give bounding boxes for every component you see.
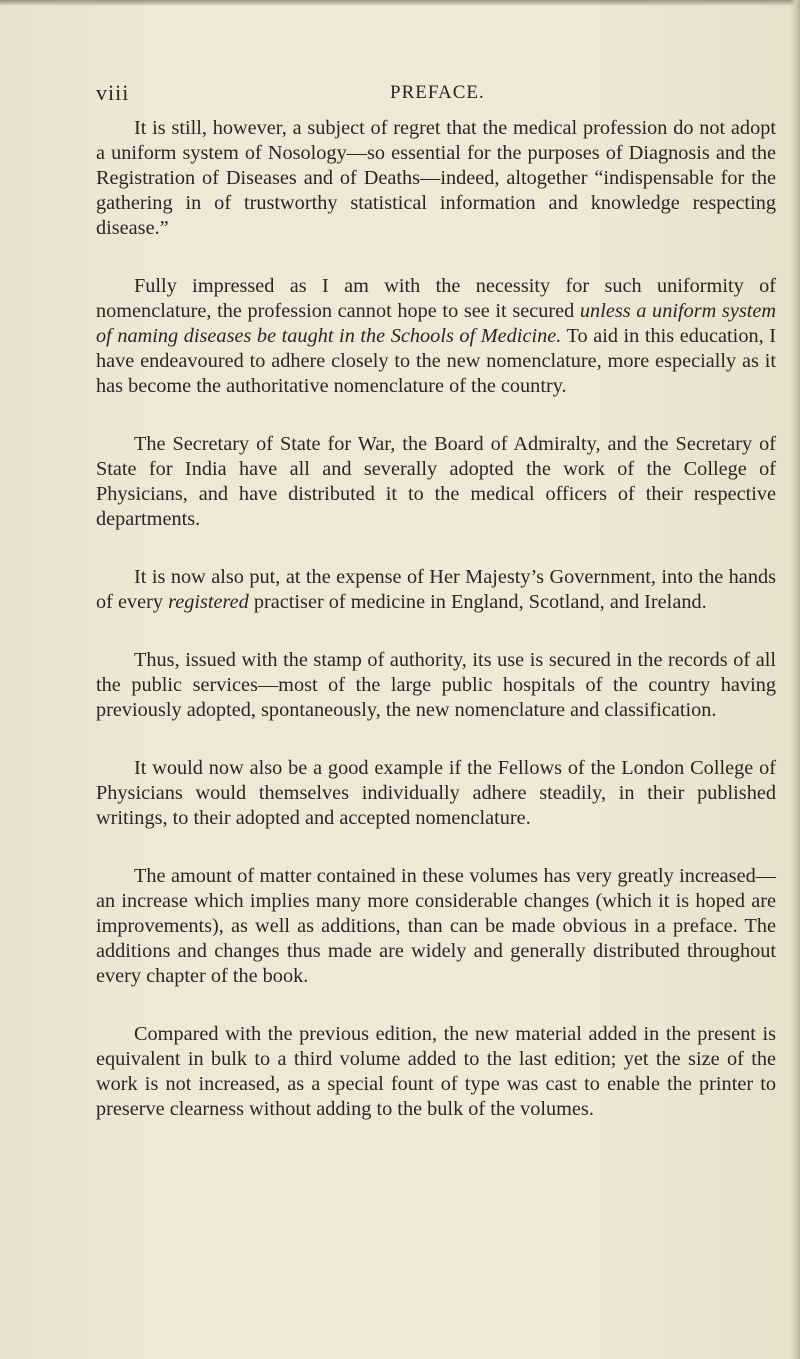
paragraph-government-end: practiser of medicine in England, Scotland, and Ireland. (248, 591, 707, 613)
paragraph-nosology: It is still, however, a subject of regret that the medical profession do not adopt a uniform system of Nosology—so essential for the purposes of Diagnosis and the Registration of Diseases and of Deaths—indeed, altogether “indispensable for the gathering in of trustworthy statistical information and knowledge respecting disease.” (96, 117, 776, 239)
paragraph-uniformity (96, 274, 776, 399)
page-right-shadow (790, 0, 800, 1359)
preface-body (96, 116, 776, 1155)
page-header (0, 80, 800, 110)
page-number: viii (96, 80, 130, 105)
paragraph-fellows-example: It would now also be a good example if the Fellows of the London College of Physicians would themselves individually adhere steadily, in their published writings, to their adopted and accepted nomenclature. (96, 757, 776, 829)
paragraph-stamp-of-authority: Thus, issued with the stamp of authority, its use is secured in the records of all the public services—most of the large public hospitals of the country having previously adopted, spontaneously, the new nomenclature and classification. (96, 649, 776, 721)
paragraph-uniformity-emphasis: unless a uniform system of naming diseases be taught in the Schools of Medicine. (96, 300, 776, 347)
paragraph-government-emphasis: registered (168, 591, 249, 613)
running-title: PREFACE. (390, 82, 485, 103)
paragraph-uniformity-start: Fully impressed as I am with the necessity for such uniformity of nomenclature, the profession cannot hope to see it secured (96, 275, 776, 322)
paragraph-government-expense (96, 565, 776, 615)
paragraph-government-start: It is now also put, at the expense of Her Majesty’s Government, into the hands of every (96, 566, 776, 613)
paragraph-uniformity-end: To aid in this education, I have endeavoured to adhere closely to the new nomenclature, more especially as it has become the authoritative nomenclature of the country. (96, 325, 777, 397)
paragraph-secretary-of-state: The Secretary of State for War, the Board of Admiralty, and the Secretary of State for India have all and severally adopted the work of the College of Physicians, and have distributed it to the medical officers of their respective departments. (96, 433, 776, 530)
paragraph-previous-edition: Compared with the previous edition, the new material added in the present is equivalent in bulk to a third volume added to the last edition; yet the size of the work is not increased, as a special fount of type was cast to enable the printer to preserve clearness without adding to the bulk of the volumes. (96, 1023, 776, 1120)
paragraph-amount-of-matter: The amount of matter contained in these volumes has very greatly increased—an increase which implies many more considerable changes (which it is hoped are improvements), as well as additions, than can be made obvious in a preface. The additions and changes thus made are widely and generally distributed throughout every chapter of the book. (96, 865, 776, 987)
page-top-shadow (0, 0, 800, 6)
